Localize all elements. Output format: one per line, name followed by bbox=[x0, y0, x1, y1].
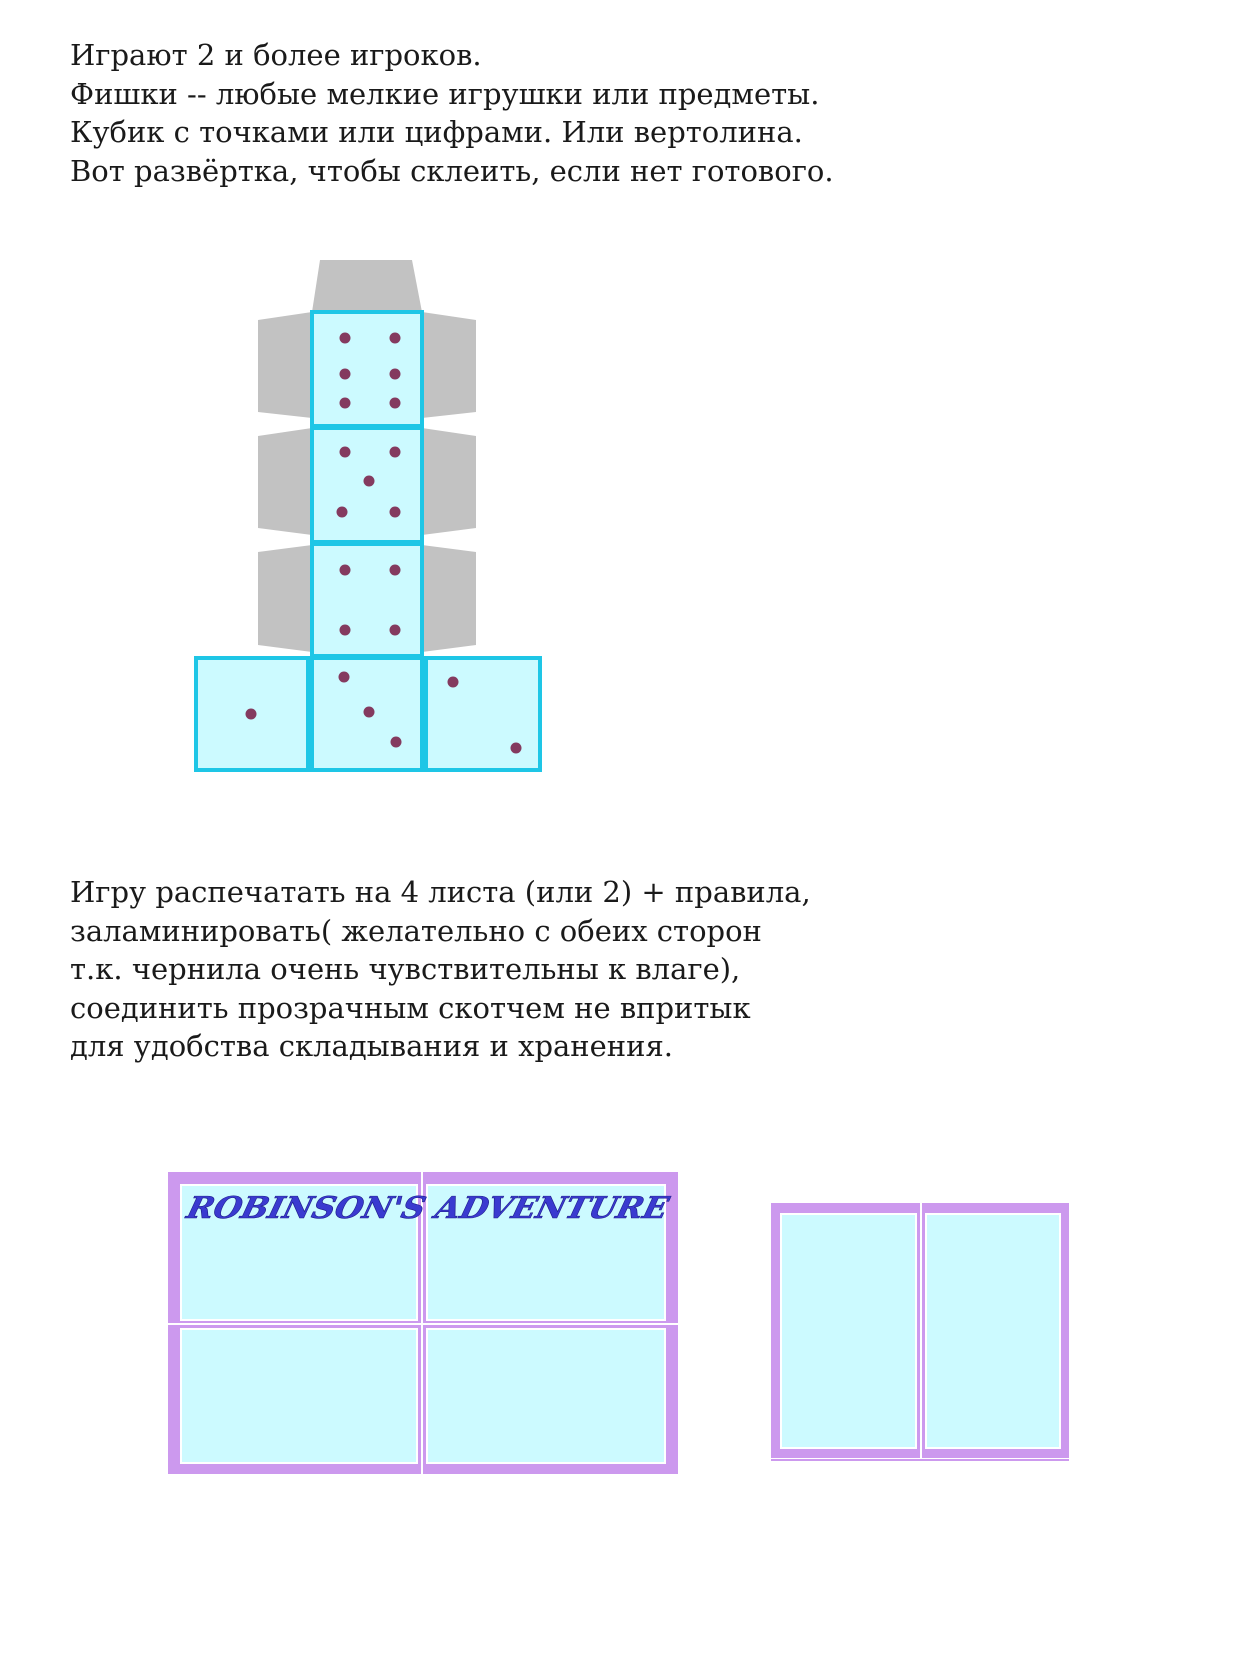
pip bbox=[364, 476, 375, 487]
pip bbox=[364, 707, 375, 718]
pip bbox=[511, 743, 522, 754]
glue-flap-left bbox=[258, 428, 312, 535]
pip bbox=[340, 565, 351, 576]
die-faces bbox=[196, 312, 540, 770]
glue-flap-right bbox=[422, 312, 476, 418]
intro-line: Кубик с точками или цифрами. Или вертолина. bbox=[70, 115, 803, 149]
pip bbox=[337, 507, 348, 518]
pip bbox=[390, 507, 401, 518]
board-panel bbox=[926, 1214, 1060, 1448]
instructions-line: для удобства складывания и хранения. bbox=[70, 1029, 673, 1063]
pip bbox=[390, 369, 401, 380]
intro-line: Играют 2 и более игроков. bbox=[70, 38, 482, 72]
pip bbox=[391, 737, 402, 748]
die-face-four bbox=[312, 544, 422, 656]
die-net bbox=[196, 260, 540, 770]
die-face-six bbox=[312, 312, 422, 426]
pip bbox=[246, 709, 257, 720]
pip bbox=[390, 565, 401, 576]
board-large bbox=[168, 1172, 678, 1474]
pip bbox=[340, 369, 351, 380]
pip bbox=[390, 447, 401, 458]
instructions-line: заламинировать( желательно с обеих сторон bbox=[70, 913, 762, 948]
board-title-art: ROBINSON'S ADVENTURE bbox=[183, 1190, 646, 1226]
intro-line: Фишки -- любые мелкие игрушки или предметы. bbox=[70, 76, 820, 111]
pip bbox=[390, 333, 401, 344]
glue-flap-right bbox=[422, 428, 476, 535]
die-face-two bbox=[426, 658, 540, 770]
pip bbox=[448, 677, 459, 688]
pip bbox=[390, 398, 401, 409]
board-panel bbox=[781, 1214, 916, 1448]
intro-line: Вот развёртка, чтобы склеить, если нет готового. bbox=[70, 153, 834, 188]
board-panel bbox=[181, 1329, 417, 1463]
pip bbox=[339, 672, 350, 683]
instructions-line: соединить прозрачным скотчем не впритык bbox=[70, 990, 751, 1025]
instructions-text bbox=[70, 873, 811, 1066]
pip bbox=[340, 333, 351, 344]
pip bbox=[340, 398, 351, 409]
glue-flap-left bbox=[258, 545, 312, 652]
pip bbox=[340, 447, 351, 458]
glue-flap-top bbox=[312, 260, 422, 312]
glue-flap-left bbox=[258, 312, 312, 418]
board-small bbox=[771, 1203, 1069, 1460]
board-panel bbox=[427, 1329, 665, 1463]
pip bbox=[390, 625, 401, 636]
pip bbox=[340, 625, 351, 636]
glue-flap-right bbox=[422, 545, 476, 652]
instructions-line: Игру распечатать на 4 листа (или 2) + правила, bbox=[70, 875, 811, 909]
instructions-line: т.к. чернила очень чувствительны к влаге), bbox=[70, 952, 741, 986]
